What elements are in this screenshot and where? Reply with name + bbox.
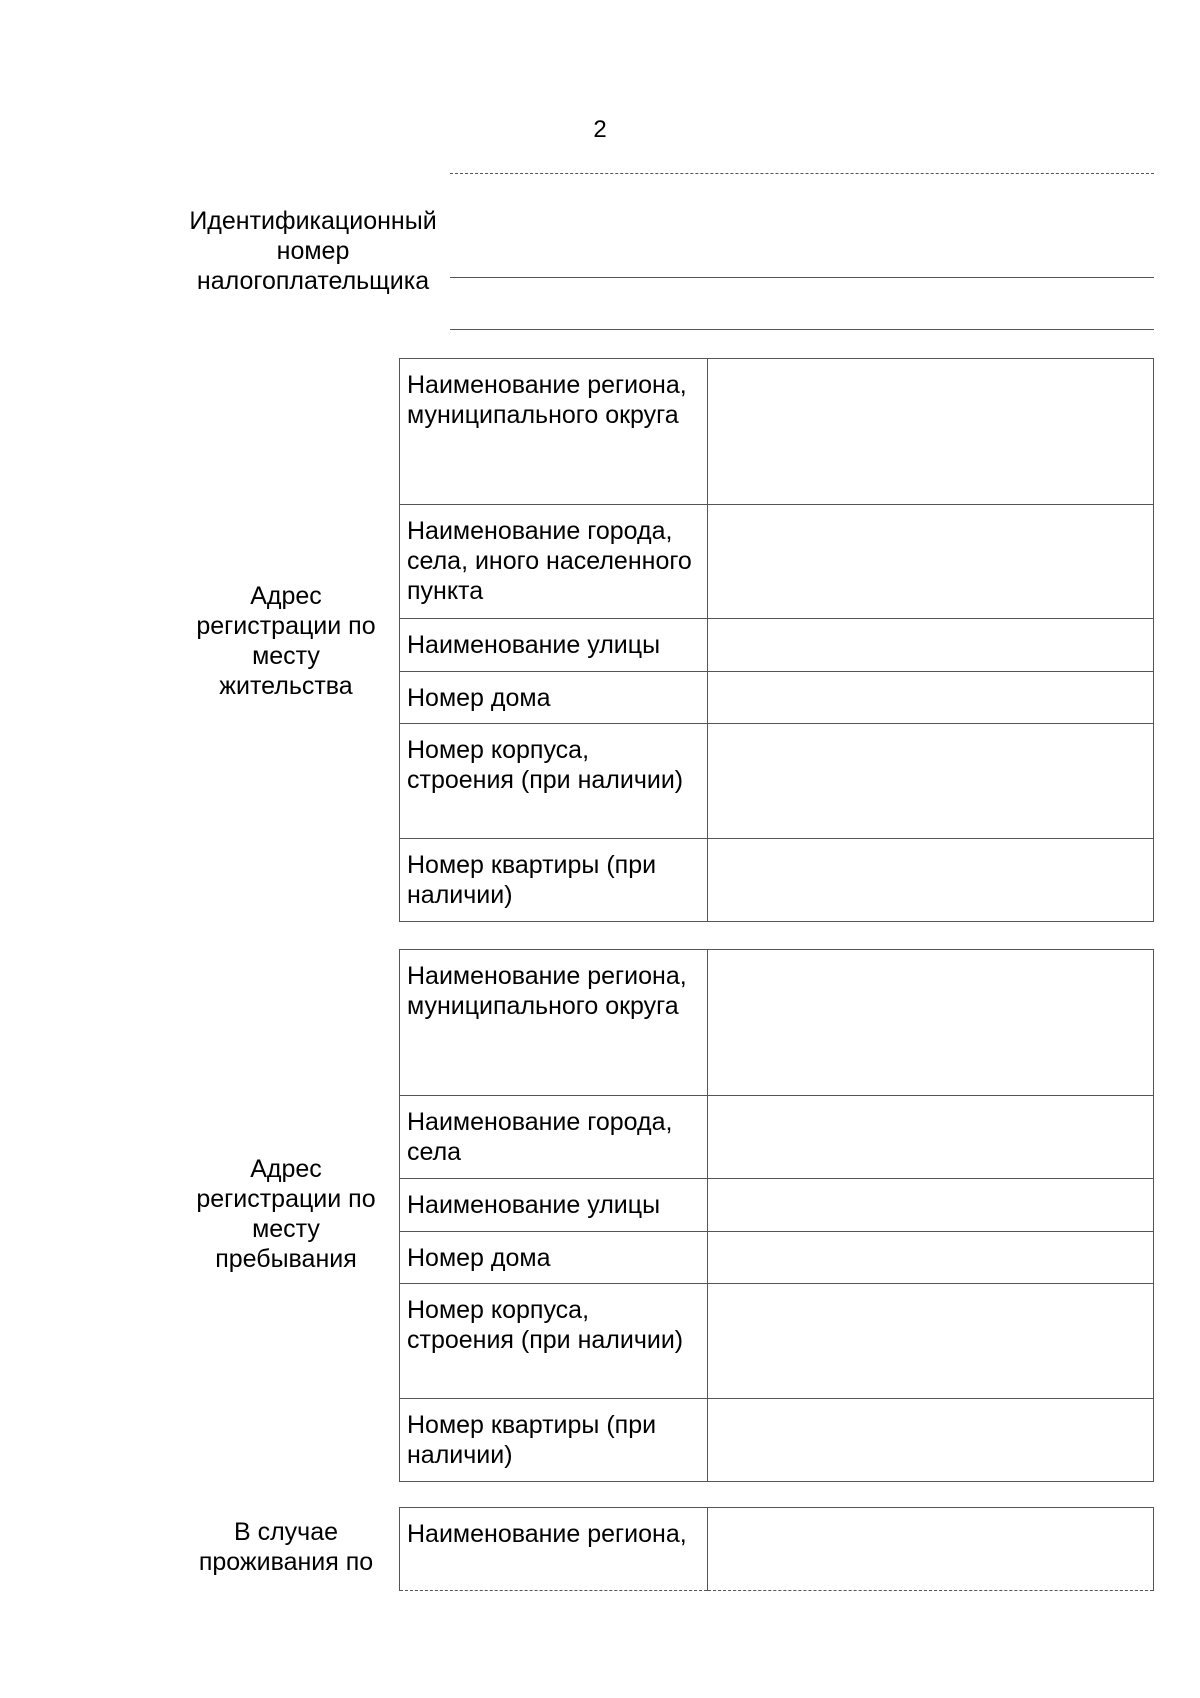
stay-house-label: Номер дома	[400, 1232, 708, 1284]
stay-street-label: Наименование улицы	[400, 1179, 708, 1232]
other-residence-label: В случае проживания по	[198, 1518, 374, 1576]
table-row	[400, 359, 1154, 505]
stay-address-table	[399, 949, 1154, 1482]
stay-street-field[interactable]	[708, 1179, 1154, 1232]
stay-region-field[interactable]	[708, 950, 1154, 1096]
residence-apartment-field[interactable]	[708, 839, 1154, 922]
other-residence-table	[399, 1507, 1154, 1591]
residence-street-field[interactable]	[708, 619, 1154, 672]
residence-apartment-label: Номер квартиры (при наличии)	[400, 839, 708, 922]
stay-building-field[interactable]	[708, 1284, 1154, 1399]
residence-building-field[interactable]	[708, 724, 1154, 839]
stay-house-field[interactable]	[708, 1232, 1154, 1284]
residence-address-table	[399, 358, 1154, 922]
table-row	[400, 1179, 1154, 1232]
table-row	[400, 1399, 1154, 1482]
stay-address-label: Адрес регистрации по месту пребывания	[196, 1155, 376, 1273]
table-row	[400, 1284, 1154, 1399]
other-region-field[interactable]	[708, 1508, 1154, 1591]
inn-input-line-2[interactable]	[450, 329, 1154, 330]
stay-region-label: Наименование региона, муниципального округа	[400, 950, 708, 1096]
inn-label: Идентификационный номер налогоплательщика	[189, 207, 437, 295]
stay-building-label: Номер корпуса, строения (при наличии)	[400, 1284, 708, 1399]
table-row	[400, 1232, 1154, 1284]
table-row	[400, 672, 1154, 724]
stay-city-field[interactable]	[708, 1096, 1154, 1179]
table-row	[400, 505, 1154, 619]
stay-apartment-field[interactable]	[708, 1399, 1154, 1482]
residence-address-label: Адрес регистрации по месту жительства	[196, 582, 376, 700]
stay-city-label: Наименование города, села	[400, 1096, 708, 1179]
top-dashed-divider	[450, 173, 1154, 174]
residence-house-field[interactable]	[708, 672, 1154, 724]
residence-region-label: Наименование региона, муниципального округа	[400, 359, 708, 505]
table-row	[400, 619, 1154, 672]
stay-apartment-label: Номер квартиры (при наличии)	[400, 1399, 708, 1482]
residence-house-label: Номер дома	[400, 672, 708, 724]
page-number: 2	[593, 116, 607, 143]
table-row	[400, 839, 1154, 922]
table-row	[400, 724, 1154, 839]
residence-city-field[interactable]	[708, 505, 1154, 619]
table-row	[400, 1096, 1154, 1179]
other-region-label: Наименование региона,	[400, 1508, 708, 1591]
residence-region-field[interactable]	[708, 359, 1154, 505]
residence-building-label: Номер корпуса, строения (при наличии)	[400, 724, 708, 839]
residence-street-label: Наименование улицы	[400, 619, 708, 672]
residence-city-label: Наименование города, села, иного населенного пункта	[400, 505, 708, 619]
table-row	[400, 1508, 1154, 1591]
inn-input-line-1[interactable]	[450, 277, 1154, 278]
table-row	[400, 950, 1154, 1096]
